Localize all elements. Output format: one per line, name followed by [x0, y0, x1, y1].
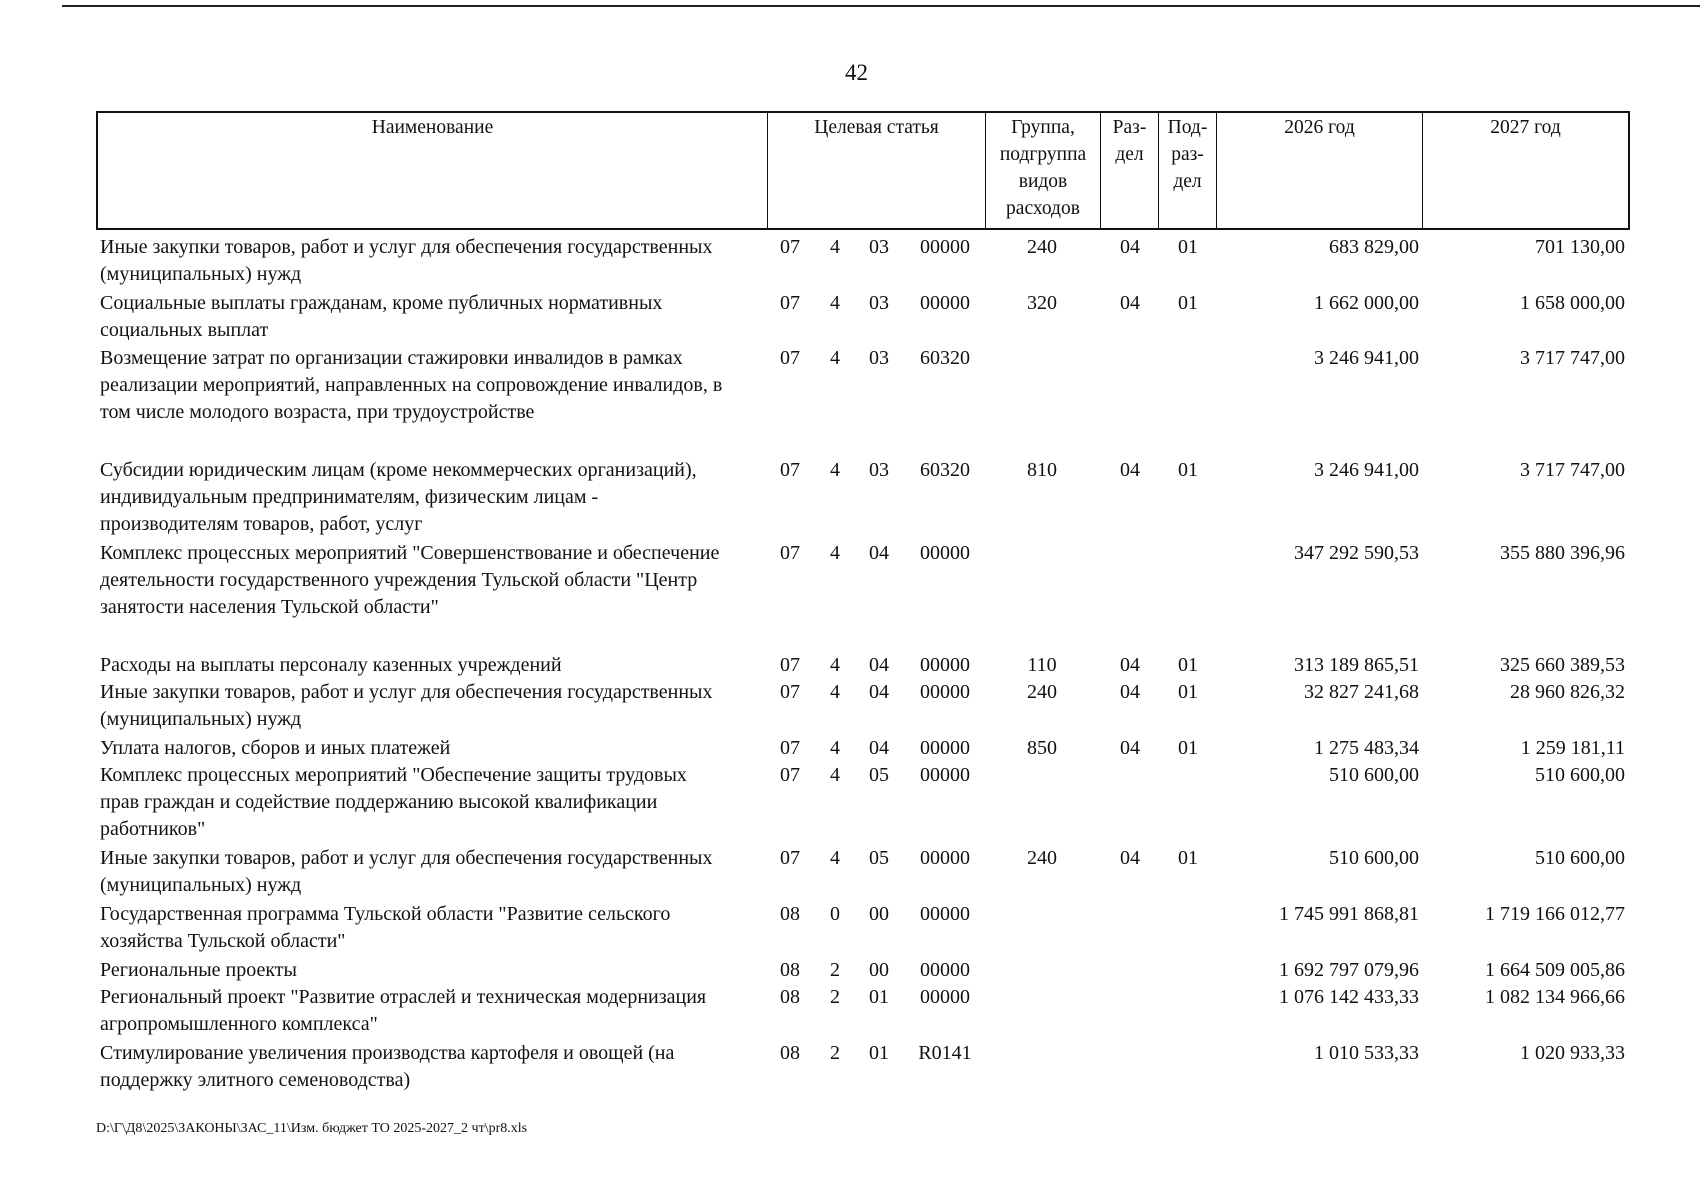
amount-2026: 1 010 533,33 — [1314, 1042, 1419, 1064]
code-program: 07 — [780, 459, 800, 481]
amount-2026: 1 692 797 079,96 — [1279, 959, 1419, 981]
code-measure: 04 — [869, 654, 889, 676]
code-direction: 00000 — [920, 654, 970, 676]
code-measure: 03 — [869, 292, 889, 314]
subsection: 01 — [1178, 847, 1198, 869]
amount-2026: 347 292 590,53 — [1294, 542, 1419, 564]
row-name: Стимулирование увеличения производства картофеля и овощей (на поддержку элитного семеноводства) — [100, 1042, 675, 1091]
amount-2026: 1 662 000,00 — [1314, 292, 1419, 314]
amount-2027: 1 658 000,00 — [1520, 292, 1625, 314]
row-name: Иные закупки товаров, работ и услуг для обеспечения государственных (муниципальных) нужд — [100, 681, 713, 730]
header-name: Наименование — [371, 117, 494, 138]
code-program: 07 — [780, 681, 800, 703]
code-program: 08 — [780, 959, 800, 981]
amount-2027: 355 880 396,96 — [1500, 542, 1625, 564]
section: 04 — [1120, 459, 1140, 481]
code-direction: 00000 — [920, 959, 970, 981]
code-subprogram: 4 — [830, 847, 840, 869]
row-name: Государственная программа Тульской области "Развитие сельского хозяйства Тульской области" — [100, 903, 671, 952]
code-measure: 01 — [869, 1042, 889, 1064]
row-name: Расходы на выплаты персоналу казенных учреждений — [100, 654, 562, 676]
header-subsection: Под- раз- дел — [1167, 117, 1208, 192]
code-subprogram: 4 — [830, 542, 840, 564]
code-measure: 00 — [869, 959, 889, 981]
amount-2027: 1 664 509 005,86 — [1485, 959, 1625, 981]
code-program: 08 — [780, 986, 800, 1008]
row-name: Комплекс процессных мероприятий "Обеспечение защиты трудовых прав граждан и содействие поддержанию высокой квалификации работников" — [100, 764, 687, 840]
code-subprogram: 2 — [830, 1042, 840, 1064]
code-program: 07 — [780, 764, 800, 786]
section: 04 — [1120, 681, 1140, 703]
code-measure: 05 — [869, 847, 889, 869]
code-program: 07 — [780, 847, 800, 869]
code-subprogram: 4 — [830, 292, 840, 314]
amount-2026: 1 076 142 433,33 — [1279, 986, 1419, 1008]
code-subprogram: 4 — [830, 681, 840, 703]
expense-group: 240 — [1027, 236, 1057, 258]
code-direction: 00000 — [920, 847, 970, 869]
amount-2027: 1 082 134 966,66 — [1485, 986, 1625, 1008]
code-measure: 04 — [869, 681, 889, 703]
amount-2026: 683 829,00 — [1329, 236, 1419, 258]
code-measure: 03 — [869, 347, 889, 369]
code-measure: 04 — [869, 542, 889, 564]
code-direction: 00000 — [920, 986, 970, 1008]
row-name: Социальные выплаты гражданам, кроме публичных нормативных социальных выплат — [100, 292, 663, 341]
section: 04 — [1120, 847, 1140, 869]
code-subprogram: 0 — [830, 903, 840, 925]
code-direction: 00000 — [920, 236, 970, 258]
row-name: Региональный проект "Развитие отраслей и техническая модернизация агропромышленного комплекса" — [100, 986, 707, 1035]
row-name: Иные закупки товаров, работ и услуг для обеспечения государственных (муниципальных) нужд — [100, 236, 713, 285]
code-program: 07 — [780, 737, 800, 759]
expense-group: 240 — [1027, 681, 1057, 703]
code-program: 07 — [780, 292, 800, 314]
file-path-footer: D:\Г\Д8\2025\ЗАКОНЫ\ЗАС_11\Изм. бюджет ТО 2025-2027_2 чт\pr8.xls — [96, 1121, 528, 1136]
code-direction: 00000 — [920, 292, 970, 314]
section: 04 — [1120, 654, 1140, 676]
row-name: Иные закупки товаров, работ и услуг для обеспечения государственных (муниципальных) нужд — [100, 847, 713, 896]
amount-2026: 1 745 991 868,81 — [1279, 903, 1419, 925]
code-direction: 00000 — [920, 542, 970, 564]
amount-2026: 3 246 941,00 — [1314, 347, 1419, 369]
subsection: 01 — [1178, 236, 1198, 258]
code-subprogram: 4 — [830, 737, 840, 759]
amount-2027: 3 717 747,00 — [1520, 347, 1625, 369]
amount-2026: 510 600,00 — [1329, 764, 1419, 786]
header-group: Группа, подгруппа видов расходов — [999, 117, 1087, 219]
row-name: Региональные проекты — [100, 959, 297, 981]
code-direction: 00000 — [920, 764, 970, 786]
code-subprogram: 4 — [830, 764, 840, 786]
code-measure: 05 — [869, 764, 889, 786]
section: 04 — [1120, 737, 1140, 759]
amount-2026: 32 827 241,68 — [1304, 681, 1419, 703]
subsection: 01 — [1178, 292, 1198, 314]
subsection: 01 — [1178, 654, 1198, 676]
row-name: Уплата налогов, сборов и иных платежей — [100, 737, 451, 759]
row-name: Возмещение затрат по организации стажировки инвалидов в рамках реализации мероприятий, направленных на сопровождение инвалидов, в том числе молодого возраста, при трудоустройстве — [100, 347, 723, 423]
amount-2027: 1 719 166 012,77 — [1485, 903, 1625, 925]
code-direction: 00000 — [920, 737, 970, 759]
header-target-article: Целевая статья — [814, 117, 939, 138]
code-direction: 60320 — [920, 459, 970, 481]
code-measure: 03 — [869, 459, 889, 481]
amount-2027: 325 660 389,53 — [1500, 654, 1625, 676]
amount-2026: 1 275 483,34 — [1314, 737, 1419, 759]
header-year-2026: 2026 год — [1284, 117, 1355, 138]
header-section: Раз- дел — [1112, 117, 1147, 165]
subsection: 01 — [1178, 737, 1198, 759]
code-measure: 04 — [869, 737, 889, 759]
amount-2027: 510 600,00 — [1535, 847, 1625, 869]
subsection: 01 — [1178, 681, 1198, 703]
amount-2026: 3 246 941,00 — [1314, 459, 1419, 481]
subsection: 01 — [1178, 459, 1198, 481]
amount-2027: 1 259 181,11 — [1520, 737, 1625, 759]
code-subprogram: 2 — [830, 986, 840, 1008]
code-measure: 01 — [869, 986, 889, 1008]
code-program: 07 — [780, 347, 800, 369]
expense-group: 850 — [1027, 737, 1057, 759]
amount-2027: 701 130,00 — [1535, 236, 1625, 258]
code-measure: 03 — [869, 236, 889, 258]
amount-2027: 28 960 826,32 — [1510, 681, 1625, 703]
code-measure: 00 — [869, 903, 889, 925]
code-program: 07 — [780, 542, 800, 564]
code-subprogram: 4 — [830, 654, 840, 676]
code-subprogram: 4 — [830, 459, 840, 481]
code-subprogram: 4 — [830, 347, 840, 369]
code-direction: R0141 — [918, 1042, 972, 1064]
header-year-2027: 2027 год — [1490, 117, 1561, 138]
section: 04 — [1120, 292, 1140, 314]
code-program: 07 — [780, 236, 800, 258]
amount-2027: 510 600,00 — [1535, 764, 1625, 786]
expense-group: 320 — [1027, 292, 1057, 314]
expense-group: 240 — [1027, 847, 1057, 869]
row-name: Субсидии юридическим лицам (кроме некоммерческих организаций), индивидуальным предпринимателям, физическим лицам - производителям товаров, работ, услуг — [100, 459, 697, 535]
code-subprogram: 4 — [830, 236, 840, 258]
code-direction: 60320 — [920, 347, 970, 369]
code-program: 08 — [780, 903, 800, 925]
row-name: Комплекс процессных мероприятий "Совершенствование и обеспечение деятельности государственного учреждения Тульской области "Центр занятости населения Тульской области" — [100, 542, 720, 618]
amount-2027: 1 020 933,33 — [1520, 1042, 1625, 1064]
amount-2026: 510 600,00 — [1329, 847, 1419, 869]
expense-group: 810 — [1027, 459, 1057, 481]
amount-2026: 313 189 865,51 — [1294, 654, 1419, 676]
section: 04 — [1120, 236, 1140, 258]
code-program: 07 — [780, 654, 800, 676]
code-direction: 00000 — [920, 681, 970, 703]
page-number: 42 — [845, 60, 868, 85]
code-subprogram: 2 — [830, 959, 840, 981]
code-direction: 00000 — [920, 903, 970, 925]
top-rule — [62, 5, 1700, 7]
code-program: 08 — [780, 1042, 800, 1064]
expense-group: 110 — [1027, 654, 1057, 676]
amount-2027: 3 717 747,00 — [1520, 459, 1625, 481]
